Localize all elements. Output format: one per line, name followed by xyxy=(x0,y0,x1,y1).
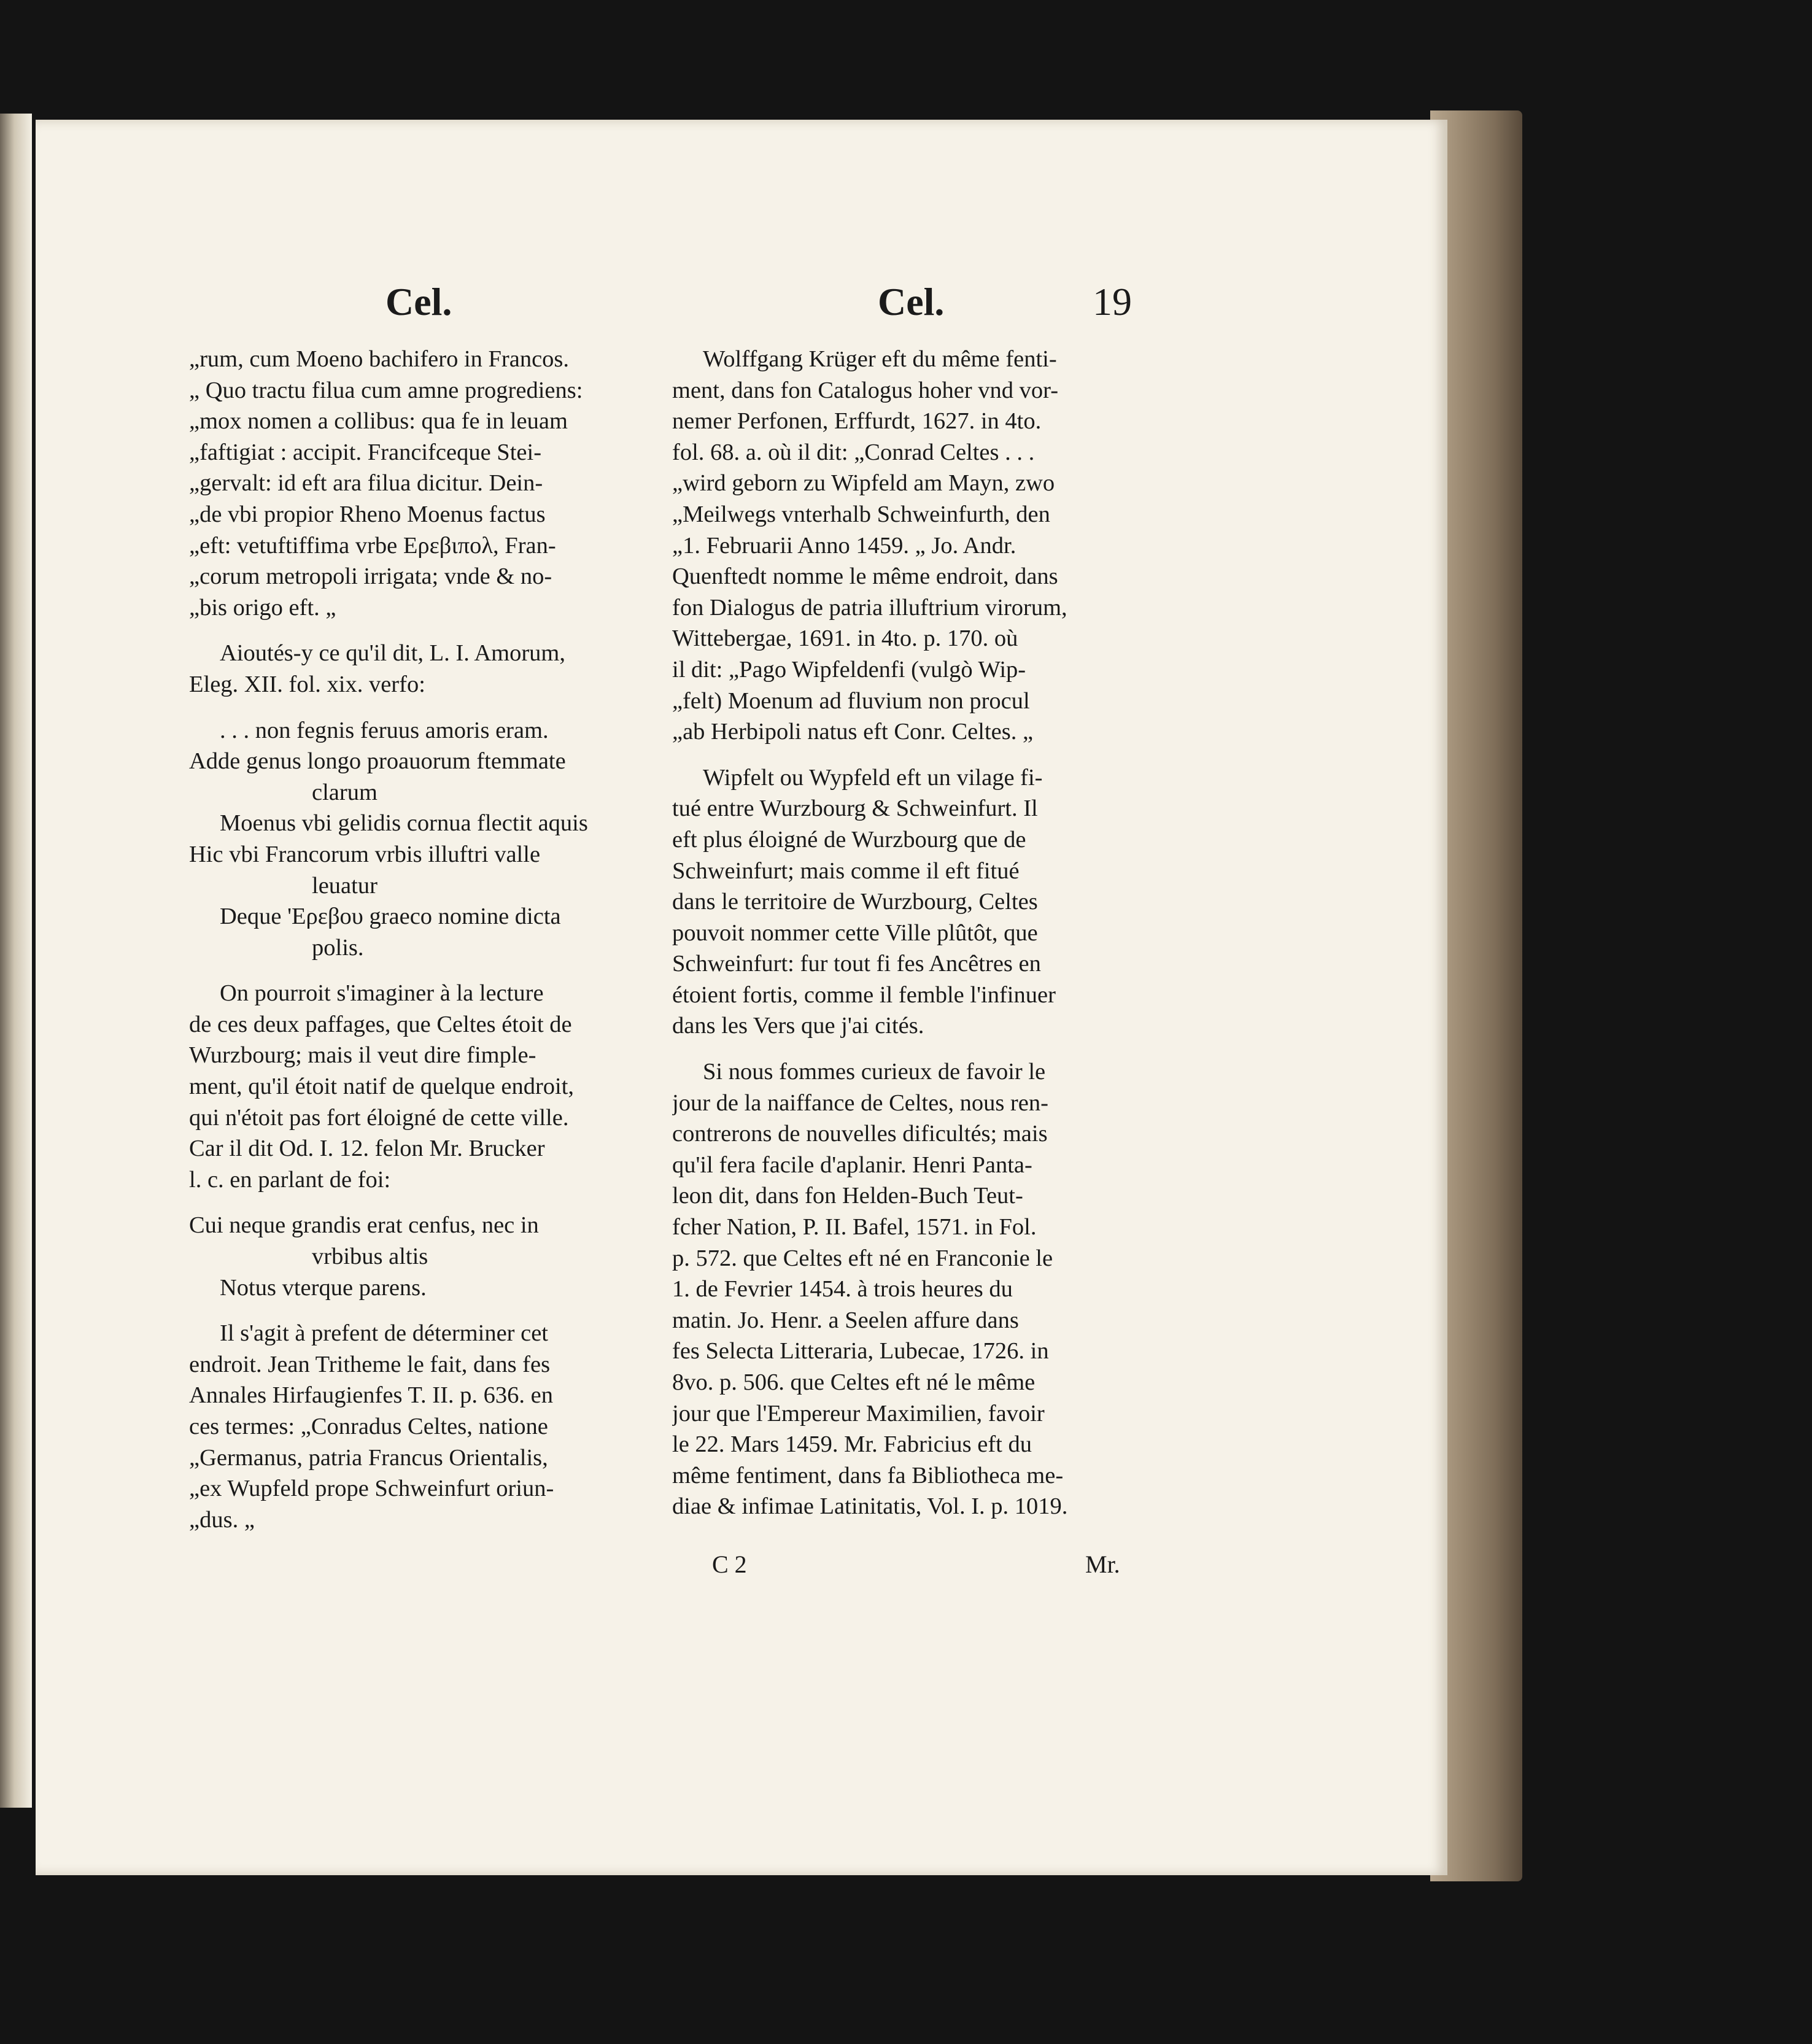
text-line: fon Dialogus de patria illuftrium virorum, xyxy=(672,594,1067,621)
text-line: le 22. Mars 1459. Mr. Fabricius eft du xyxy=(672,1431,1032,1458)
verse-line: clarum xyxy=(312,779,377,805)
catchword: Mr. xyxy=(1085,1550,1120,1578)
verse-line: leuatur xyxy=(312,872,377,899)
text-line: l. c. en parlant de foi: xyxy=(189,1166,391,1193)
text-line: Aioutés-y ce qu'il dit, L. I. Amorum, xyxy=(220,640,565,667)
text-line: „felt) Moenum ad fluvium non procul xyxy=(672,687,1030,714)
text-line: pouvoit nommer cette Ville plûtôt, que xyxy=(672,919,1038,946)
text-line: On pourroit s'imaginer à la lecture xyxy=(220,980,544,1007)
text-line: Si nous fommes curieux de favoir le xyxy=(703,1059,1046,1085)
text-line: „rum, cum Moeno bachifero in Francos. xyxy=(189,346,570,372)
quote-paragraph xyxy=(189,344,643,623)
paragraph xyxy=(672,1056,1126,1522)
text-line: Eleg. XII. fol. xix. verfo: xyxy=(189,671,425,697)
text-line: diae & infimae Latinitatis, Vol. I. p. 1019. xyxy=(672,1493,1068,1520)
verse-line: Deque 'Ερεβου graeco nomine dicta xyxy=(220,904,561,930)
text-line: „ Quo tractu filua cum amne progrediens: xyxy=(189,377,583,403)
text-line: „de vbi propior Rheno Moenus factus xyxy=(189,501,546,527)
text-line: qui n'étoit pas fort éloigné de cette ville. xyxy=(189,1104,569,1131)
verse-line: Notus vterque parens. xyxy=(220,1274,427,1301)
verse-quote xyxy=(189,1210,643,1303)
text-line: leon dit, dans fon Helden-Buch Teut- xyxy=(672,1183,1023,1209)
text-line: „Germanus, patria Francus Orientalis, xyxy=(189,1444,548,1471)
text-line: „Meilwegs vnterhalb Schweinfurth, den xyxy=(672,501,1050,527)
text-line: Wipfelt ou Wypfeld eft un vilage fi- xyxy=(703,764,1043,791)
text-line: Schweinfurt: fur tout fi fes Ancêtres en xyxy=(672,951,1041,977)
text-line: „mox nomen a collibus: qua fe in leuam xyxy=(189,408,568,435)
paragraph xyxy=(672,344,1126,748)
text-line: „eft: vetuftiffima vrbe Ερεβιπολ, Fran- xyxy=(189,532,556,559)
text-line: „corum metropoli irrigata; vnde & no- xyxy=(189,563,552,590)
text-line: „gervalt: id eft ara filua dicitur. Dein- xyxy=(189,470,543,497)
text-line: „1. Februarii Anno 1459. „ Jo. Andr. xyxy=(672,532,1016,559)
text-line: qu'il fera facile d'aplanir. Henri Panta- xyxy=(672,1152,1032,1178)
text-line: jour que l'Empereur Maximilien, favoir xyxy=(672,1400,1045,1427)
text-line: dans les Vers que j'ai cités. xyxy=(672,1013,924,1039)
text-line: nemer Perfonen, Erffurdt, 1627. in 4to. xyxy=(672,408,1042,435)
text-line: dans le territoire de Wurzbourg, Celtes xyxy=(672,889,1038,915)
text-line: contrerons de nouvelles dificultés; mais xyxy=(672,1121,1048,1147)
text-line: Quenftedt nomme le même endroit, dans xyxy=(672,563,1058,590)
text-line: endroit. Jean Tritheme le fait, dans fes xyxy=(189,1351,551,1377)
left-page-edge xyxy=(0,114,32,1808)
paragraph xyxy=(189,1318,643,1535)
verse-line: polis. xyxy=(312,934,364,961)
verse-quote xyxy=(189,715,643,964)
text-line: 8vo. p. 506. que Celtes eft né le même xyxy=(672,1369,1036,1395)
verse-line: . . . non fegnis feruus amoris eram. xyxy=(220,717,549,743)
text-line: 1. de Fevrier 1454. à trois heures du xyxy=(672,1276,1013,1303)
text-line: ment, dans fon Catalogus hoher vnd vor- xyxy=(672,377,1059,403)
text-line: „wird geborn zu Wipfeld am Mayn, zwo xyxy=(672,470,1055,497)
verse-line: Adde genus longo proauorum ftemmate xyxy=(189,748,566,775)
text-line: fes Selecta Litteraria, Lubecae, 1726. in xyxy=(672,1338,1049,1365)
right-text-column xyxy=(672,344,1126,1537)
running-head-left: Cel. xyxy=(385,280,452,323)
text-line: eft plus éloigné de Wurzbourg que de xyxy=(672,826,1026,853)
text-line: matin. Jo. Henr. a Seelen affure dans xyxy=(672,1307,1019,1333)
text-line: ment, qu'il étoit natif de quelque endroit, xyxy=(189,1074,575,1100)
text-line: p. 572. que Celtes eft né en Franconie le xyxy=(672,1245,1053,1271)
text-line: tué entre Wurzbourg & Schweinfurt. Il xyxy=(672,796,1038,822)
signature-mark: C 2 xyxy=(712,1550,747,1578)
text-line: „faftigiat : accipit. Francifceque Stei- xyxy=(189,439,542,465)
text-line: ces termes: „Conradus Celtes, natione xyxy=(189,1414,548,1439)
paragraph xyxy=(189,978,643,1195)
verse-line: vrbibus altis xyxy=(312,1244,428,1270)
text-line: étoient fortis, comme il femble l'infinuer xyxy=(672,981,1056,1008)
text-line: jour de la naiffance de Celtes, nous ren- xyxy=(672,1090,1048,1116)
text-line: Schweinfurt; mais comme il eft fitué xyxy=(672,857,1020,884)
paragraph xyxy=(672,762,1126,1042)
page-number: 19 xyxy=(1093,280,1132,323)
verse-line: Hic vbi Francorum vrbis illuftri valle xyxy=(189,841,541,867)
text-line: Wolffgang Krüger eft du même fenti- xyxy=(703,346,1057,372)
text-line: Wittebergae, 1691. in 4to. p. 170. où xyxy=(672,625,1018,652)
text-line: fcher Nation, P. II. Bafel, 1571. in Fol. xyxy=(672,1214,1037,1241)
text-line: „dus. „ xyxy=(189,1506,255,1533)
text-line: Il s'agit à prefent de déterminer cet xyxy=(220,1320,548,1347)
left-text-column xyxy=(189,344,643,1550)
text-line: Annales Hirfaugienfes T. II. p. 636. en xyxy=(189,1382,554,1409)
text-line: Car il dit Od. I. 12. felon Mr. Brucker xyxy=(189,1136,545,1162)
text-line: „ex Wupfeld prope Schweinfurt oriun- xyxy=(189,1476,554,1502)
text-line: fol. 68. a. où il dit: „Conrad Celtes . . . xyxy=(672,439,1035,465)
text-line: „ab Herbipoli natus eft Conr. Celtes. „ xyxy=(672,719,1034,745)
verse-line: Cui neque grandis erat cenfus, nec in xyxy=(189,1212,539,1239)
text-line: il dit: „Pago Wipfeldenfi (vulgò Wip- xyxy=(672,656,1026,683)
text-line: même fentiment, dans fa Bibliotheca me- xyxy=(672,1462,1064,1488)
text-line: Wurzbourg; mais il veut dire fimple- xyxy=(189,1042,536,1069)
verse-line: Moenus vbi gelidis cornua flectit aquis xyxy=(220,810,588,837)
running-head-center: Cel. xyxy=(878,280,945,323)
text-line: „bis origo eft. „ xyxy=(189,594,336,621)
paragraph xyxy=(189,638,643,700)
text-line: de ces deux paffages, que Celtes étoit de xyxy=(189,1011,572,1037)
